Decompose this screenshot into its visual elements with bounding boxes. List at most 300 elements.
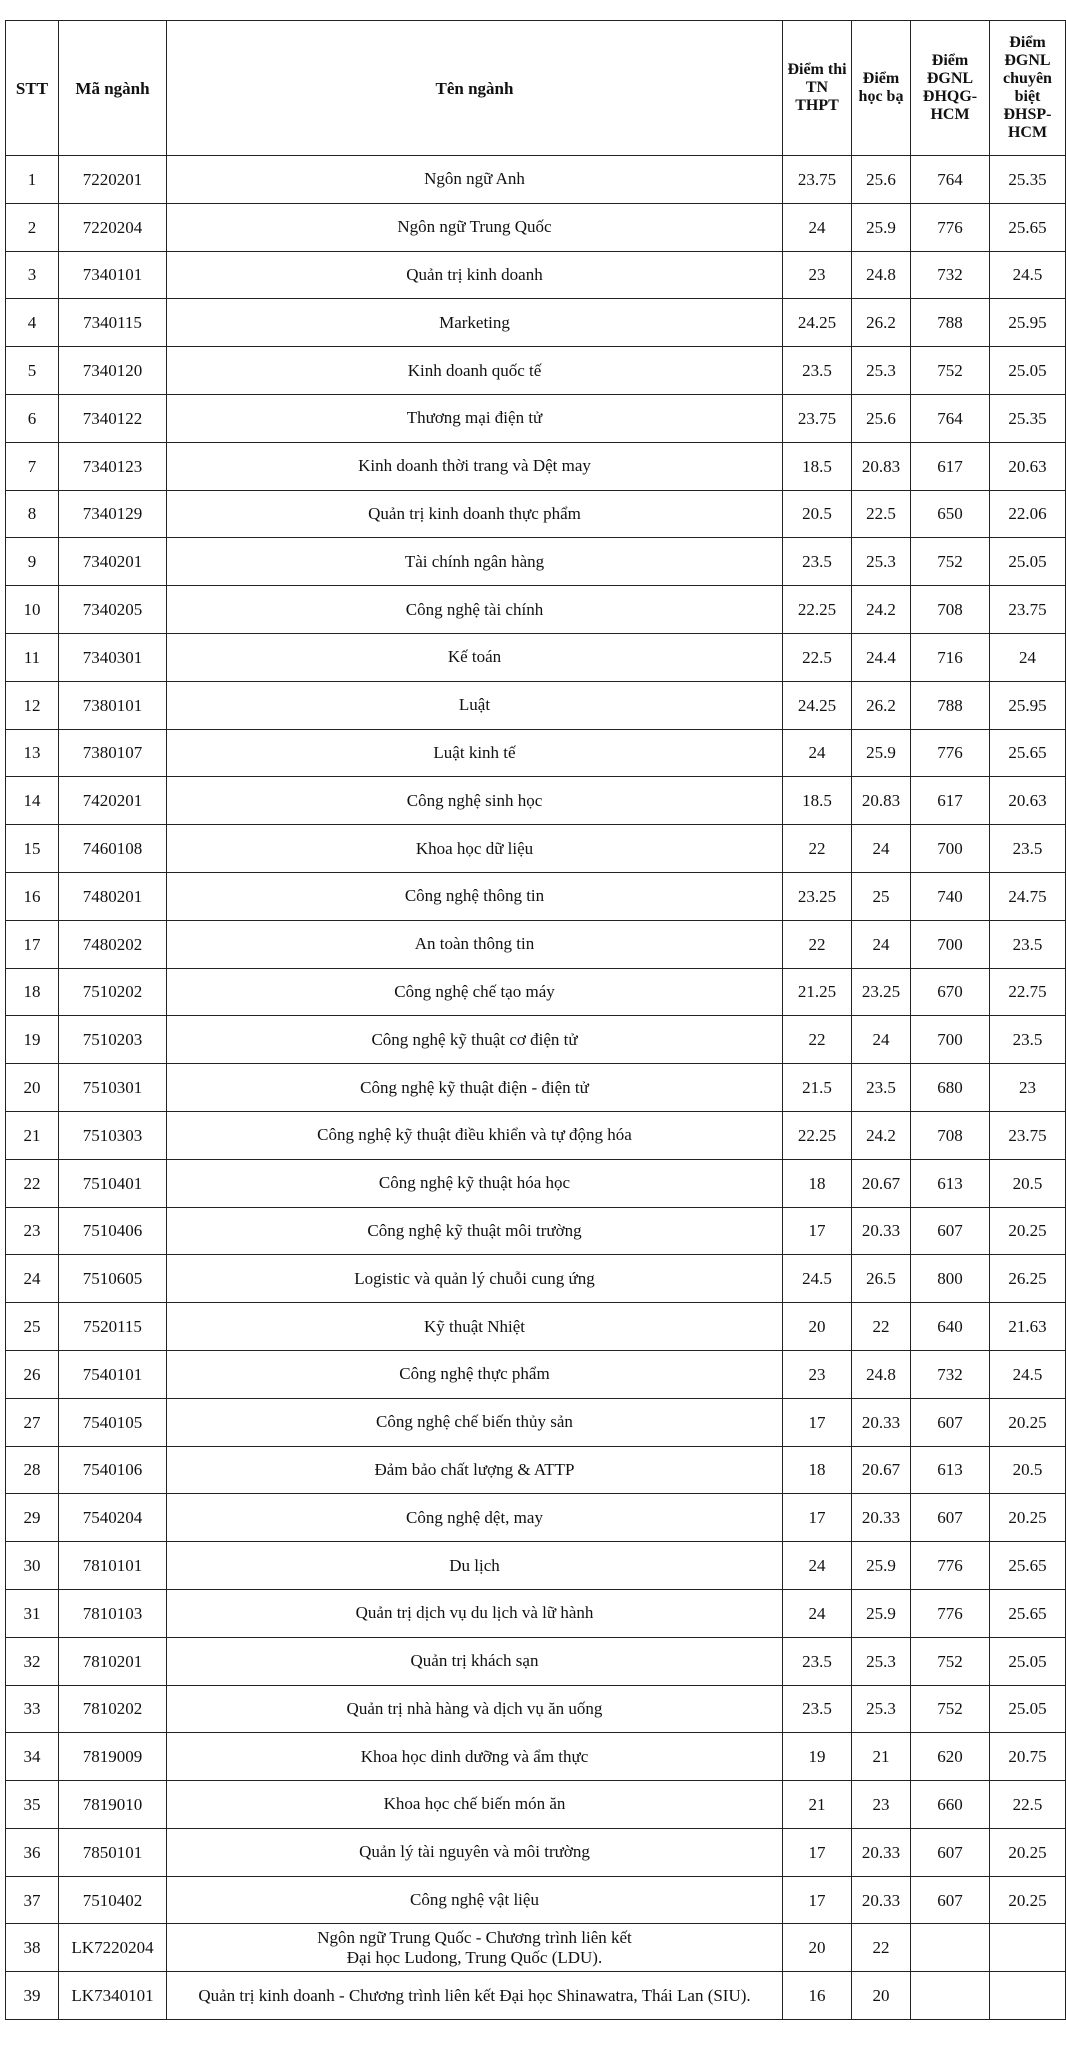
- cell-stt: 14: [6, 777, 59, 825]
- table-row: [6, 1350, 1066, 1398]
- cell-dgnl-dhqg: 607: [911, 1494, 990, 1542]
- cell-hoc-ba: 20.33: [852, 1207, 911, 1255]
- cell-hoc-ba: 26.2: [852, 299, 911, 347]
- cell-code: 7510203: [59, 1016, 167, 1064]
- table-row: [6, 538, 1066, 586]
- cell-stt: 26: [6, 1350, 59, 1398]
- cell-dgnl-dhsp: 25.05: [990, 538, 1066, 586]
- table-row: [6, 1111, 1066, 1159]
- cell-stt: 6: [6, 394, 59, 442]
- cell-dgnl-dhqg: 788: [911, 681, 990, 729]
- cell-tn-thpt: 23.5: [783, 538, 852, 586]
- cell-name: Đảm bảo chất lượng & ATTP: [167, 1446, 783, 1494]
- cell-stt: 36: [6, 1828, 59, 1876]
- header-dgnl-dhsp: Điểm ĐGNL chuyên biệt ĐHSP-HCM: [990, 21, 1066, 156]
- table-row: [6, 777, 1066, 825]
- cell-name: Du lịch: [167, 1542, 783, 1590]
- table-row: [6, 1828, 1066, 1876]
- cell-tn-thpt: 23.5: [783, 1685, 852, 1733]
- cell-stt: 32: [6, 1637, 59, 1685]
- cell-stt: 10: [6, 586, 59, 634]
- cell-dgnl-dhsp: 23: [990, 1064, 1066, 1112]
- cell-name: Ngôn ngữ Trung Quốc: [167, 203, 783, 251]
- cell-code: 7510402: [59, 1876, 167, 1924]
- cell-stt: 17: [6, 920, 59, 968]
- cell-hoc-ba: 20.33: [852, 1398, 911, 1446]
- table-row: [6, 1542, 1066, 1590]
- cell-name: Công nghệ kỹ thuật cơ điện tử: [167, 1016, 783, 1064]
- table-row: [6, 299, 1066, 347]
- cell-stt: 28: [6, 1446, 59, 1494]
- header-code: Mã ngành: [59, 21, 167, 156]
- header-tn-thpt: Điểm thi TN THPT: [783, 21, 852, 156]
- cell-name: Công nghệ thực phẩm: [167, 1350, 783, 1398]
- cell-dgnl-dhqg: 640: [911, 1303, 990, 1351]
- cell-stt: 37: [6, 1876, 59, 1924]
- cell-stt: 21: [6, 1111, 59, 1159]
- cell-name: Marketing: [167, 299, 783, 347]
- cell-name: Kinh doanh quốc tế: [167, 347, 783, 395]
- cell-dgnl-dhqg: 620: [911, 1733, 990, 1781]
- cell-dgnl-dhsp: 20.25: [990, 1398, 1066, 1446]
- cell-code: 7340301: [59, 633, 167, 681]
- table-row: [6, 1207, 1066, 1255]
- cell-dgnl-dhqg: [911, 1972, 990, 2020]
- cell-dgnl-dhsp: 20.5: [990, 1446, 1066, 1494]
- cell-code: 7220204: [59, 203, 167, 251]
- cell-name: Kinh doanh thời trang và Dệt may: [167, 442, 783, 490]
- cell-code: 7540105: [59, 1398, 167, 1446]
- cell-tn-thpt: 16: [783, 1972, 852, 2020]
- cell-hoc-ba: 23.5: [852, 1064, 911, 1112]
- cell-dgnl-dhqg: 716: [911, 633, 990, 681]
- table-row: [6, 920, 1066, 968]
- cell-code: 7380101: [59, 681, 167, 729]
- cell-code: 7510202: [59, 968, 167, 1016]
- cell-name: Quản trị nhà hàng và dịch vụ ăn uống: [167, 1685, 783, 1733]
- table-row: [6, 1972, 1066, 2020]
- cell-name: Tài chính ngân hàng: [167, 538, 783, 586]
- table-row: [6, 203, 1066, 251]
- cell-code: 7819010: [59, 1781, 167, 1829]
- cell-stt: 16: [6, 872, 59, 920]
- cell-hoc-ba: 23.25: [852, 968, 911, 1016]
- table-row: [6, 1159, 1066, 1207]
- table-row: [6, 1446, 1066, 1494]
- cell-name: Quản trị kinh doanh: [167, 251, 783, 299]
- cell-tn-thpt: 18.5: [783, 442, 852, 490]
- cell-dgnl-dhqg: 776: [911, 203, 990, 251]
- cell-dgnl-dhqg: 764: [911, 156, 990, 204]
- cell-code: 7480202: [59, 920, 167, 968]
- header-dgnl-dhqg: Điểm ĐGNL ĐHQG-HCM: [911, 21, 990, 156]
- table-row: [6, 1398, 1066, 1446]
- cell-dgnl-dhqg: 708: [911, 1111, 990, 1159]
- cell-stt: 35: [6, 1781, 59, 1829]
- cell-hoc-ba: 25.3: [852, 1637, 911, 1685]
- cell-name: Công nghệ tài chính: [167, 586, 783, 634]
- table-row: [6, 1924, 1066, 1972]
- table-row: [6, 1876, 1066, 1924]
- cell-tn-thpt: 23.5: [783, 1637, 852, 1685]
- cell-tn-thpt: 21.5: [783, 1064, 852, 1112]
- cell-tn-thpt: 19: [783, 1733, 852, 1781]
- cell-hoc-ba: 20.83: [852, 777, 911, 825]
- cell-tn-thpt: 18: [783, 1446, 852, 1494]
- cell-name: Luật kinh tế: [167, 729, 783, 777]
- cell-hoc-ba: 25.6: [852, 156, 911, 204]
- cell-name: Quản trị dịch vụ du lịch và lữ hành: [167, 1589, 783, 1637]
- cell-name: Kỹ thuật Nhiệt: [167, 1303, 783, 1351]
- cell-dgnl-dhqg: 752: [911, 538, 990, 586]
- cell-code: 7340120: [59, 347, 167, 395]
- cell-dgnl-dhqg: 607: [911, 1398, 990, 1446]
- cell-dgnl-dhsp: 25.65: [990, 1589, 1066, 1637]
- cell-hoc-ba: 25: [852, 872, 911, 920]
- cell-code: 7810202: [59, 1685, 167, 1733]
- cell-code: 7810103: [59, 1589, 167, 1637]
- cell-dgnl-dhsp: 25.05: [990, 347, 1066, 395]
- cell-dgnl-dhsp: 24.5: [990, 1350, 1066, 1398]
- cell-code: 7510301: [59, 1064, 167, 1112]
- cell-name: Quản lý tài nguyên và môi trường: [167, 1828, 783, 1876]
- cell-name: Công nghệ thông tin: [167, 872, 783, 920]
- cell-hoc-ba: 25.6: [852, 394, 911, 442]
- cell-dgnl-dhsp: 25.05: [990, 1637, 1066, 1685]
- cell-dgnl-dhsp: 23.75: [990, 586, 1066, 634]
- cell-tn-thpt: 21.25: [783, 968, 852, 1016]
- table-row: [6, 586, 1066, 634]
- cell-stt: 15: [6, 825, 59, 873]
- cell-tn-thpt: 22.25: [783, 1111, 852, 1159]
- cell-stt: 29: [6, 1494, 59, 1542]
- cell-hoc-ba: 26.5: [852, 1255, 911, 1303]
- cell-hoc-ba: 24: [852, 1016, 911, 1064]
- cell-hoc-ba: 25.3: [852, 1685, 911, 1733]
- cell-name: Ngôn ngữ Anh: [167, 156, 783, 204]
- cell-dgnl-dhsp: 25.35: [990, 156, 1066, 204]
- cell-stt: 18: [6, 968, 59, 1016]
- cell-stt: 33: [6, 1685, 59, 1733]
- cell-dgnl-dhsp: [990, 1924, 1066, 1972]
- table-row: [6, 1064, 1066, 1112]
- cell-dgnl-dhsp: 20.5: [990, 1159, 1066, 1207]
- cell-tn-thpt: 17: [783, 1207, 852, 1255]
- cell-name: Khoa học dữ liệu: [167, 825, 783, 873]
- cell-name: Công nghệ chế biến thủy sản: [167, 1398, 783, 1446]
- table-row: [6, 1303, 1066, 1351]
- cell-dgnl-dhqg: 700: [911, 825, 990, 873]
- cell-tn-thpt: 24: [783, 1542, 852, 1590]
- cell-dgnl-dhsp: 23.75: [990, 1111, 1066, 1159]
- cell-code: 7510605: [59, 1255, 167, 1303]
- cell-dgnl-dhqg: 680: [911, 1064, 990, 1112]
- cell-hoc-ba: 25.9: [852, 203, 911, 251]
- cell-dgnl-dhsp: 25.95: [990, 299, 1066, 347]
- cell-dgnl-dhqg: 740: [911, 872, 990, 920]
- cell-hoc-ba: 23: [852, 1781, 911, 1829]
- cell-dgnl-dhqg: 752: [911, 1637, 990, 1685]
- cell-code: 7810101: [59, 1542, 167, 1590]
- cell-name: Công nghệ chế tạo máy: [167, 968, 783, 1016]
- table-row: [6, 872, 1066, 920]
- cell-dgnl-dhsp: 20.25: [990, 1207, 1066, 1255]
- cell-dgnl-dhqg: 617: [911, 777, 990, 825]
- cell-dgnl-dhqg: 613: [911, 1159, 990, 1207]
- cell-hoc-ba: 25.9: [852, 729, 911, 777]
- cell-hoc-ba: 25.3: [852, 538, 911, 586]
- cell-dgnl-dhqg: 732: [911, 1350, 990, 1398]
- cell-tn-thpt: 22: [783, 920, 852, 968]
- cell-code: 7510401: [59, 1159, 167, 1207]
- table-row: [6, 1016, 1066, 1064]
- cell-tn-thpt: 22: [783, 825, 852, 873]
- cell-dgnl-dhsp: 22.75: [990, 968, 1066, 1016]
- cell-dgnl-dhqg: 752: [911, 347, 990, 395]
- cell-name: Quản trị kinh doanh thực phẩm: [167, 490, 783, 538]
- table-row: [6, 347, 1066, 395]
- cell-tn-thpt: 17: [783, 1494, 852, 1542]
- cell-hoc-ba: 24: [852, 920, 911, 968]
- table-row: [6, 729, 1066, 777]
- cell-stt: 3: [6, 251, 59, 299]
- cell-dgnl-dhqg: 700: [911, 1016, 990, 1064]
- table-header: [6, 21, 1066, 156]
- cell-dgnl-dhqg: 670: [911, 968, 990, 1016]
- cell-stt: 1: [6, 156, 59, 204]
- cell-name: Công nghệ vật liệu: [167, 1876, 783, 1924]
- cell-hoc-ba: 21: [852, 1733, 911, 1781]
- cell-code: 7540101: [59, 1350, 167, 1398]
- cell-hoc-ba: 25.9: [852, 1542, 911, 1590]
- cell-code: 7340122: [59, 394, 167, 442]
- cell-code: 7810201: [59, 1637, 167, 1685]
- cell-dgnl-dhqg: 708: [911, 586, 990, 634]
- cell-tn-thpt: 23.25: [783, 872, 852, 920]
- cell-code: 7340123: [59, 442, 167, 490]
- cell-tn-thpt: 20: [783, 1924, 852, 1972]
- cell-dgnl-dhqg: 650: [911, 490, 990, 538]
- cell-tn-thpt: 23.75: [783, 394, 852, 442]
- table-row: [6, 968, 1066, 1016]
- cell-code: 7520115: [59, 1303, 167, 1351]
- cell-name: Logistic và quản lý chuỗi cung ứng: [167, 1255, 783, 1303]
- cell-hoc-ba: 24: [852, 825, 911, 873]
- cell-dgnl-dhqg: 752: [911, 1685, 990, 1733]
- cell-dgnl-dhqg: 732: [911, 251, 990, 299]
- cell-dgnl-dhsp: 25.35: [990, 394, 1066, 442]
- cell-stt: 39: [6, 1972, 59, 2020]
- cell-tn-thpt: 24.25: [783, 681, 852, 729]
- cell-dgnl-dhsp: 20.25: [990, 1494, 1066, 1542]
- cell-code: 7340129: [59, 490, 167, 538]
- cell-name: Quản trị khách sạn: [167, 1637, 783, 1685]
- cell-dgnl-dhqg: 617: [911, 442, 990, 490]
- cell-name: Luật: [167, 681, 783, 729]
- cell-name: Khoa học dinh dưỡng và ẩm thực: [167, 1733, 783, 1781]
- cell-code: LK7220204: [59, 1924, 167, 1972]
- header-stt: STT: [6, 21, 59, 156]
- cell-tn-thpt: 23.5: [783, 347, 852, 395]
- cell-name: Công nghệ sinh học: [167, 777, 783, 825]
- cell-dgnl-dhsp: 21.63: [990, 1303, 1066, 1351]
- cell-dgnl-dhsp: 24: [990, 633, 1066, 681]
- cell-stt: 31: [6, 1589, 59, 1637]
- cell-dgnl-dhsp: 20.25: [990, 1876, 1066, 1924]
- cell-name: Công nghệ kỹ thuật hóa học: [167, 1159, 783, 1207]
- cell-dgnl-dhqg: 607: [911, 1828, 990, 1876]
- cell-name: Thương mại điện tử: [167, 394, 783, 442]
- header-name: Tên ngành: [167, 21, 783, 156]
- cell-dgnl-dhsp: 20.25: [990, 1828, 1066, 1876]
- cell-hoc-ba: 20.67: [852, 1159, 911, 1207]
- table-row: [6, 156, 1066, 204]
- cell-tn-thpt: 24.25: [783, 299, 852, 347]
- cell-tn-thpt: 21: [783, 1781, 852, 1829]
- cell-name: An toàn thông tin: [167, 920, 783, 968]
- cell-stt: 8: [6, 490, 59, 538]
- cell-stt: 12: [6, 681, 59, 729]
- cell-dgnl-dhqg: 788: [911, 299, 990, 347]
- cell-stt: 23: [6, 1207, 59, 1255]
- cell-hoc-ba: 20.33: [852, 1876, 911, 1924]
- cell-tn-thpt: 24: [783, 203, 852, 251]
- cell-name: Quản trị kinh doanh - Chương trình liên kết Đại học Shinawatra, Thái Lan (SIU).: [167, 1972, 783, 2020]
- cell-stt: 20: [6, 1064, 59, 1112]
- table-row: [6, 1589, 1066, 1637]
- table-row: [6, 251, 1066, 299]
- cell-hoc-ba: 24.2: [852, 586, 911, 634]
- table-row: [6, 442, 1066, 490]
- cell-hoc-ba: 22: [852, 1924, 911, 1972]
- cell-dgnl-dhqg: 800: [911, 1255, 990, 1303]
- cell-dgnl-dhsp: 25.95: [990, 681, 1066, 729]
- cell-tn-thpt: 24: [783, 1589, 852, 1637]
- cell-code: 7460108: [59, 825, 167, 873]
- table-row: [6, 1781, 1066, 1829]
- table-row: [6, 681, 1066, 729]
- cell-code: 7340101: [59, 251, 167, 299]
- cell-tn-thpt: 17: [783, 1398, 852, 1446]
- cell-tn-thpt: 23.75: [783, 156, 852, 204]
- cell-dgnl-dhqg: 660: [911, 1781, 990, 1829]
- cell-dgnl-dhsp: 26.25: [990, 1255, 1066, 1303]
- cell-dgnl-dhsp: [990, 1972, 1066, 2020]
- cell-code: LK7340101: [59, 1972, 167, 2020]
- cell-code: 7340115: [59, 299, 167, 347]
- cell-tn-thpt: 22: [783, 1016, 852, 1064]
- cell-dgnl-dhsp: 25.65: [990, 1542, 1066, 1590]
- cell-stt: 24: [6, 1255, 59, 1303]
- cell-hoc-ba: 20.83: [852, 442, 911, 490]
- cell-stt: 2: [6, 203, 59, 251]
- cell-dgnl-dhsp: 25.65: [990, 729, 1066, 777]
- cell-dgnl-dhsp: 20.63: [990, 777, 1066, 825]
- cell-tn-thpt: 20.5: [783, 490, 852, 538]
- cell-code: 7380107: [59, 729, 167, 777]
- cell-stt: 34: [6, 1733, 59, 1781]
- cell-name: Công nghệ kỹ thuật môi trường: [167, 1207, 783, 1255]
- cell-hoc-ba: 20.67: [852, 1446, 911, 1494]
- table-row: [6, 1494, 1066, 1542]
- cell-dgnl-dhsp: 24.75: [990, 872, 1066, 920]
- table-row: [6, 490, 1066, 538]
- cell-code: 7480201: [59, 872, 167, 920]
- table-row: [6, 394, 1066, 442]
- table-row: [6, 1637, 1066, 1685]
- cell-tn-thpt: 23: [783, 251, 852, 299]
- cell-hoc-ba: 24.8: [852, 251, 911, 299]
- cell-dgnl-dhsp: 24.5: [990, 251, 1066, 299]
- cell-tn-thpt: 17: [783, 1876, 852, 1924]
- cell-dgnl-dhqg: [911, 1924, 990, 1972]
- cell-name: Công nghệ kỹ thuật điện - điện tử: [167, 1064, 783, 1112]
- cell-code: 7220201: [59, 156, 167, 204]
- cell-name: Công nghệ dệt, may: [167, 1494, 783, 1542]
- cell-hoc-ba: 24.8: [852, 1350, 911, 1398]
- cell-dgnl-dhsp: 23.5: [990, 825, 1066, 873]
- cell-dgnl-dhsp: 22.06: [990, 490, 1066, 538]
- cell-stt: 9: [6, 538, 59, 586]
- cell-name: Ngôn ngữ Trung Quốc - Chương trình liên kết Đại học Ludong, Trung Quốc (LDU).: [167, 1924, 783, 1972]
- cell-tn-thpt: 22.25: [783, 586, 852, 634]
- cell-dgnl-dhqg: 776: [911, 1589, 990, 1637]
- cell-hoc-ba: 26.2: [852, 681, 911, 729]
- cell-hoc-ba: 24.2: [852, 1111, 911, 1159]
- cell-dgnl-dhsp: 25.65: [990, 203, 1066, 251]
- cell-stt: 27: [6, 1398, 59, 1446]
- cell-hoc-ba: 20: [852, 1972, 911, 2020]
- cell-dgnl-dhqg: 607: [911, 1876, 990, 1924]
- cell-code: 7819009: [59, 1733, 167, 1781]
- admission-score-table: [5, 20, 1066, 2020]
- cell-stt: 38: [6, 1924, 59, 1972]
- cell-dgnl-dhsp: 23.5: [990, 1016, 1066, 1064]
- cell-hoc-ba: 24.4: [852, 633, 911, 681]
- header-hoc-ba: Điểm học bạ: [852, 21, 911, 156]
- cell-dgnl-dhsp: 20.75: [990, 1733, 1066, 1781]
- cell-code: 7340205: [59, 586, 167, 634]
- cell-name: Khoa học chế biến món ăn: [167, 1781, 783, 1829]
- cell-stt: 13: [6, 729, 59, 777]
- cell-tn-thpt: 18: [783, 1159, 852, 1207]
- cell-tn-thpt: 24: [783, 729, 852, 777]
- cell-dgnl-dhqg: 613: [911, 1446, 990, 1494]
- cell-hoc-ba: 20.33: [852, 1494, 911, 1542]
- cell-stt: 19: [6, 1016, 59, 1064]
- cell-tn-thpt: 17: [783, 1828, 852, 1876]
- cell-code: 7340201: [59, 538, 167, 586]
- cell-stt: 30: [6, 1542, 59, 1590]
- table-row: [6, 825, 1066, 873]
- cell-tn-thpt: 22.5: [783, 633, 852, 681]
- table-row: [6, 1255, 1066, 1303]
- table-row: [6, 1685, 1066, 1733]
- table-body: [6, 156, 1066, 2020]
- cell-tn-thpt: 20: [783, 1303, 852, 1351]
- cell-hoc-ba: 25.9: [852, 1589, 911, 1637]
- cell-stt: 11: [6, 633, 59, 681]
- cell-dgnl-dhsp: 22.5: [990, 1781, 1066, 1829]
- cell-tn-thpt: 24.5: [783, 1255, 852, 1303]
- cell-stt: 4: [6, 299, 59, 347]
- cell-hoc-ba: 25.3: [852, 347, 911, 395]
- cell-code: 7540204: [59, 1494, 167, 1542]
- cell-dgnl-dhqg: 764: [911, 394, 990, 442]
- cell-dgnl-dhsp: 25.05: [990, 1685, 1066, 1733]
- cell-code: 7420201: [59, 777, 167, 825]
- cell-dgnl-dhsp: 23.5: [990, 920, 1066, 968]
